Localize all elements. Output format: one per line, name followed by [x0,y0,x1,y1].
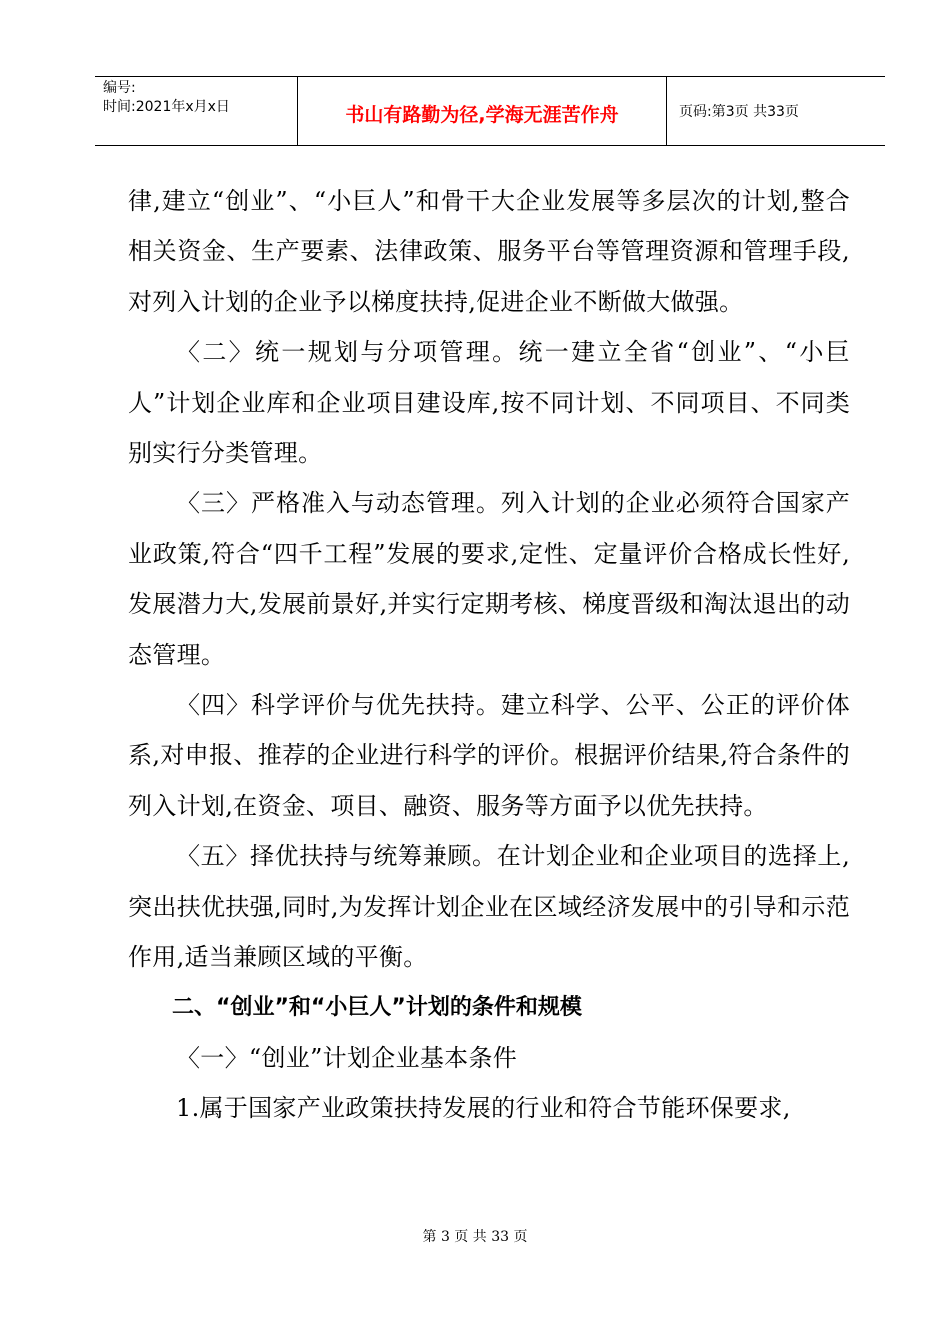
header-page-info: 页码:第3页 共33页 [679,104,799,120]
header-motto: 书山有路勤为径,学海无涯苦作舟 [345,104,619,126]
section-heading: 二、“创业”和“小巨人”计划的条件和规模 [172,994,582,1020]
doc-number-label: 编号: [103,80,136,96]
paragraph: 律,建立“创业”、“小巨人”和骨干大企业发展等多层次的计划,整合相关资金、生产要素、法律政策、服务平台等管理资源和管理手段,对列入计划的企业予以梯度扶持,促进企业不断做大做强。 [128,187,850,316]
header-meta [103,79,230,117]
page-header [95,76,885,146]
date-line: 时间:2021年x月x日 [103,99,230,115]
document-body [128,176,850,1134]
paragraph: 〈五〉择优扶持与统筹兼顾。在计划企业和企业项目的选择上,突出扶优扶强,同时,为发挥计划企业在区域经济发展中的引导和示范作用,适当兼顾区域的平衡。 [128,842,850,972]
paragraph: 〈四〉科学评价与优先扶持。建立科学、公平、公正的评价体系,对申报、推荐的企业进行科学的评价。根据评价结果,符合条件的列入计划,在资金、项目、融资、服务等方面予以优先扶持。 [128,691,850,820]
page-footer: 第 3 页 共 33 页 [422,1229,528,1245]
paragraph: 〈二〉统一规划与分项管理。统一建立全省“创业”、“小巨人”计划企业库和企业项目建设库,按不同计划、不同项目、不同类别实行分类管理。 [128,338,850,468]
sub-heading: 〈一〉“创业”计划企业基本条件 [176,1043,518,1072]
header-divider [666,77,667,145]
list-item: 1.属于国家产业政策扶持发展的行业和符合节能环保要求, [176,1094,791,1123]
paragraph: 〈三〉严格准入与动态管理。列入计划的企业必须符合国家产业政策,符合“四千工程”发展的要求,定性、定量评价合格成长性好,发展潜力大,发展前景好,并实行定期考核、梯度晋级和淘汰退出的动态管理。 [128,489,850,669]
